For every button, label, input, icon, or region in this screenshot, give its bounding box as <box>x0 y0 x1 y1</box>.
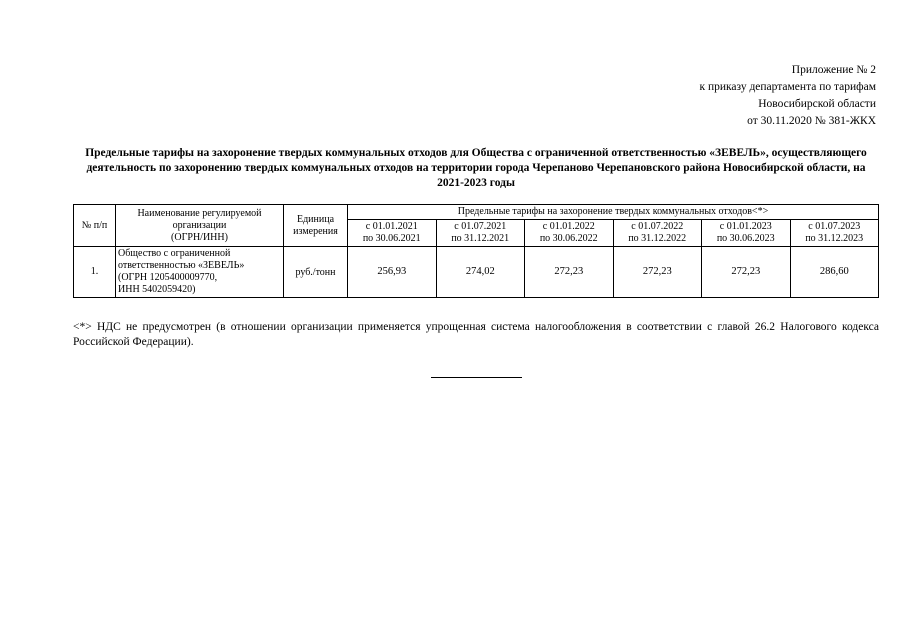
org-inn: ИНН 5402059420) <box>118 284 196 295</box>
period-from: с 01.07.2021 <box>454 221 507 232</box>
org-name: Общество с ограниченной ответственностью «ЗЕВЕЛЬ» <box>118 248 245 271</box>
appendix-order-ref: к приказу департамента по тарифам <box>699 81 876 93</box>
period-from: с 01.07.2023 <box>808 221 861 232</box>
tariff-value: 272,23 <box>525 247 614 298</box>
period-header <box>790 220 879 247</box>
period-to: по 30.06.2023 <box>716 233 775 244</box>
period-from: с 01.01.2022 <box>542 221 595 232</box>
table-header-row <box>74 205 879 220</box>
tariff-value: 272,23 <box>613 247 702 298</box>
period-to: по 31.12.2023 <box>805 233 864 244</box>
period-header <box>702 220 791 247</box>
org-ogrn: (ОГРН 1205400009770, <box>118 272 218 283</box>
period-from: с 01.07.2022 <box>631 221 684 232</box>
row-num: 1. <box>74 247 116 298</box>
header-tariffs-group: Предельные тарифы на захоронение твердых коммунальных отходов<*> <box>348 205 879 220</box>
period-from: с 01.01.2021 <box>365 221 418 232</box>
header-organization-ids: (ОГРН/ИНН) <box>171 231 228 243</box>
header-organization <box>116 205 284 247</box>
period-header <box>613 220 702 247</box>
end-divider <box>431 377 522 378</box>
period-header <box>436 220 525 247</box>
tariff-value: 272,23 <box>702 247 791 298</box>
tariff-value: 274,02 <box>436 247 525 298</box>
appendix-order-date: от 30.11.2020 № 381-ЖКХ <box>747 115 876 127</box>
appendix-block <box>699 62 876 130</box>
tariff-value: 286,60 <box>790 247 879 298</box>
vat-footnote: <*> НДС не предусмотрен (в отношении организации применяется упрощенная система налогообложения в соответствии с главой 26.2 Налогового кодекса Российской Федерации). <box>73 321 879 348</box>
period-from: с 01.01.2023 <box>719 221 772 232</box>
header-organization-label: Наименование регулируемой организации <box>137 207 262 231</box>
period-to: по 31.12.2021 <box>451 233 510 244</box>
period-to: по 30.06.2021 <box>362 233 421 244</box>
row-organization <box>116 247 284 298</box>
period-header <box>348 220 437 247</box>
tariff-value: 256,93 <box>348 247 437 298</box>
document-title: Предельные тарифы на захоронение твердых коммунальных отходов для Общества с ограниченной ответственностью «ЗЕВЕЛЬ», осуществляющего деятельность по захоронению твердых коммунальных отходов на территории города Черепаново Черепановского района Новосибирской области, на 2021-2023 годы <box>85 147 867 189</box>
appendix-region: Новосибирской области <box>758 98 876 110</box>
tariffs-table <box>73 204 879 298</box>
appendix-title: Приложение № 2 <box>791 64 876 76</box>
period-header <box>525 220 614 247</box>
row-unit: руб./тонн <box>284 247 348 298</box>
period-to: по 31.12.2022 <box>628 233 687 244</box>
table-row <box>74 247 879 298</box>
header-num: № п/п <box>74 205 116 247</box>
header-unit: Единица измерения <box>284 205 348 247</box>
period-to: по 30.06.2022 <box>539 233 598 244</box>
